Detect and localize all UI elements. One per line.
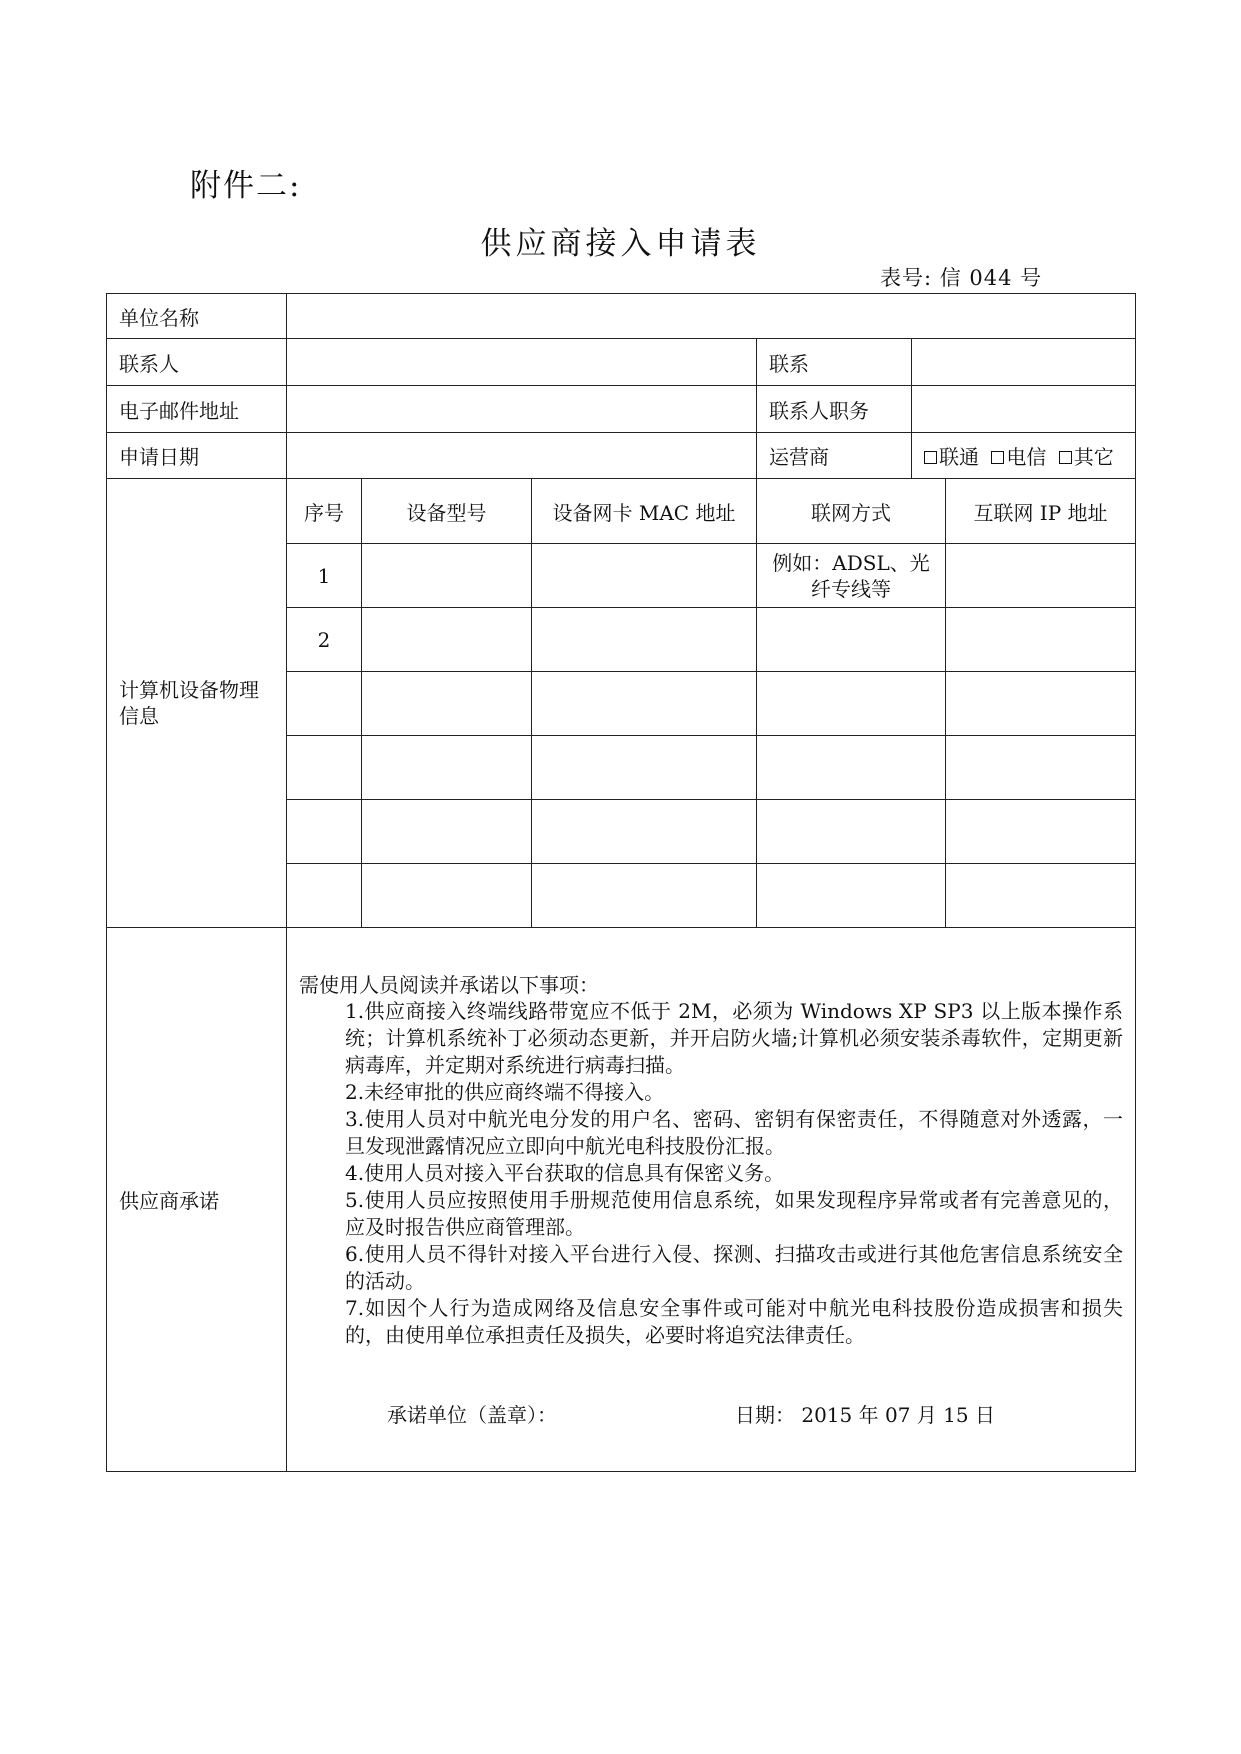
form-number: 表号: 信 044 号: [880, 266, 1043, 290]
pledge-item: 2.未经审批的供应商终端不得接入。: [345, 1079, 665, 1104]
email-label: 电子邮件地址: [107, 386, 287, 433]
device-ip-field[interactable]: [946, 608, 1136, 672]
col-no: 序号: [287, 479, 362, 544]
device-model-field[interactable]: [362, 608, 532, 672]
sign-date: 日期： 2015 年 07 月 15 日: [735, 1402, 995, 1427]
device-no: [287, 672, 362, 736]
company-name-label: 单位名称: [107, 294, 287, 339]
col-ip: 互联网 IP 地址: [946, 479, 1136, 544]
col-model: 设备型号: [362, 479, 532, 544]
device-model-field[interactable]: [362, 800, 532, 864]
carrier-option-telecom[interactable]: 电信: [991, 445, 1046, 469]
device-mac-field[interactable]: [532, 864, 757, 928]
device-ip-field[interactable]: [946, 800, 1136, 864]
checkbox-icon[interactable]: [991, 451, 1004, 464]
device-mac-field[interactable]: [532, 544, 757, 608]
device-section-label: 计算机设备物理信息: [107, 479, 287, 928]
carrier-options: [912, 433, 1136, 478]
application-form: [106, 293, 1136, 1472]
device-mac-field[interactable]: [532, 608, 757, 672]
email-row: [107, 386, 1136, 433]
carrier-option-unicom[interactable]: 联通: [924, 445, 979, 469]
pledge-item: 4.使用人员对接入平台获取的信息具有保密义务。: [345, 1160, 785, 1185]
method-example: 例如：ADSL、光纤专线等: [772, 550, 930, 601]
apply-date-field[interactable]: [287, 433, 757, 479]
contact-row: [107, 339, 1136, 386]
pledge-item: 6.使用人员不得针对接入平台进行入侵、探测、扫描攻击或进行其他危害信息系统安全的活动。: [345, 1241, 1123, 1293]
contact-field[interactable]: [287, 339, 757, 386]
pledge-row: [107, 928, 1136, 1472]
device-method-field[interactable]: [757, 800, 946, 864]
device-model-field[interactable]: [362, 864, 532, 928]
checkbox-icon[interactable]: [924, 451, 937, 464]
device-ip-field[interactable]: [946, 672, 1136, 736]
device-ip-field[interactable]: [946, 736, 1136, 800]
device-no: 1: [287, 544, 362, 608]
pledge-item: 1.供应商接入终端线路带宽应不低于 2M，必须为 Windows XP SP3 以上版本操作系统；计算机系统补丁必须动态更新，并开启防火墙;计算机必须安装杀毒软件，定期更新病毒库，并定期对系统进行病毒扫描。: [345, 998, 1123, 1077]
device-method-field[interactable]: [757, 608, 946, 672]
device-ip-field[interactable]: [946, 544, 1136, 608]
company-name-row: [107, 294, 1136, 339]
pledge-item: 5.使用人员应按照使用手册规范使用信息系统，如果发现程序异常或者有完善意见的，应及时报告供应商管理部。: [345, 1187, 1123, 1239]
contact-title-label: 联系人职务: [757, 386, 912, 432]
device-no: [287, 736, 362, 800]
company-name-field[interactable]: [287, 294, 1136, 339]
apply-date-label: 申请日期: [107, 433, 287, 479]
form-title: 供应商接入申请表: [480, 226, 761, 262]
device-header-row: [107, 479, 1136, 544]
col-method: 联网方式: [757, 479, 946, 544]
apply-date-row: [107, 433, 1136, 479]
device-model-field[interactable]: [362, 736, 532, 800]
device-method-field[interactable]: [757, 864, 946, 928]
device-mac-field[interactable]: [532, 736, 757, 800]
contact-phone-label-cell: 联系: [757, 339, 912, 385]
device-method-field[interactable]: [757, 544, 946, 608]
checkbox-icon[interactable]: [1059, 451, 1072, 464]
contact-label: 联系人: [107, 339, 287, 386]
pledge-label: 供应商承诺: [107, 928, 287, 1472]
device-ip-field[interactable]: [946, 864, 1136, 928]
device-mac-field[interactable]: [532, 800, 757, 864]
device-model-field[interactable]: [362, 544, 532, 608]
pledge-intro: 需使用人员阅读并承诺以下事项：: [299, 972, 599, 997]
signature-line: [299, 1399, 1123, 1428]
device-no: 2: [287, 608, 362, 672]
pledge-item: 7.如因个人行为造成网络及信息安全事件或可能对中航光电科技股份造成损害和损失的，由使用单位承担责任及损失，必要时将追究法律责任。: [345, 1295, 1123, 1347]
pledge-content: [287, 928, 1136, 1472]
device-method-field[interactable]: [757, 736, 946, 800]
carrier-label: 运营商: [757, 433, 912, 478]
email-field[interactable]: [287, 386, 757, 433]
device-model-field[interactable]: [362, 672, 532, 736]
pledge-item: 3.使用人员对中航光电分发的用户名、密码、密钥有保密责任，不得随意对外透露，一旦发现泄露情况应立即向中航光电科技股份汇报。: [345, 1106, 1123, 1158]
annex-label: 附件二:: [190, 168, 302, 204]
contact-phone-field[interactable]: [912, 339, 1136, 385]
carrier-option-other[interactable]: 其它: [1059, 445, 1114, 469]
device-mac-field[interactable]: [532, 672, 757, 736]
device-no: [287, 800, 362, 864]
col-mac: 设备网卡 MAC 地址: [532, 479, 757, 544]
sign-unit-label: 承诺单位（盖章）：: [387, 1402, 557, 1427]
device-method-field[interactable]: [757, 672, 946, 736]
device-no: [287, 864, 362, 928]
contact-title-field[interactable]: [912, 386, 1136, 432]
